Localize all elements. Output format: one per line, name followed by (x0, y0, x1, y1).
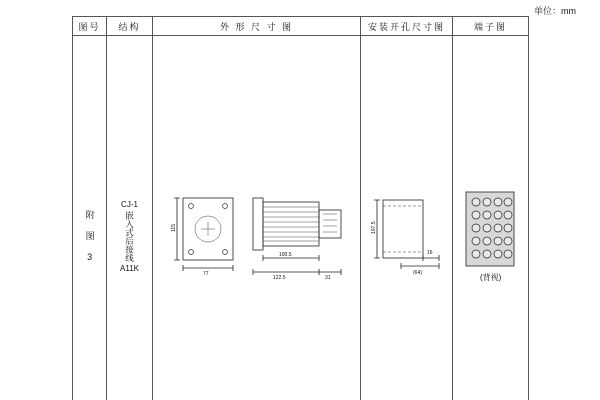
table-header-row (73, 17, 529, 36)
fig-no-label: 附 图 3 (84, 209, 95, 263)
dim-16: 16 (427, 250, 433, 256)
mounting-drawing-1 (361, 180, 451, 292)
unit-note: 单位：mm (534, 6, 576, 16)
outline-drawing-1 (153, 180, 359, 292)
dim-31: 31 (325, 275, 331, 281)
structure-model: CJ-1 (121, 199, 138, 209)
cell-structure (107, 36, 153, 400)
table-row (73, 36, 529, 400)
spec-table (72, 16, 529, 400)
dim-107-5: 107.5 (371, 221, 377, 234)
header-outline: 外 形 尺 寸 图 (153, 17, 361, 36)
structure-code: A11K (120, 263, 139, 273)
structure-desc: 嵌入式后接线 (124, 210, 135, 262)
dim-77: 77 (203, 271, 209, 277)
cell-outline-drawing (153, 36, 361, 400)
header-fig-no: 图号 (73, 17, 107, 36)
header-mounting: 安装开孔尺寸图 (361, 17, 453, 36)
header-structure: 结构 (107, 17, 153, 36)
cell-fig-no (73, 36, 107, 400)
terminal-caption: (背视) (480, 273, 502, 282)
terminal-diagram-1 (453, 180, 527, 292)
dim-115: 115 (171, 224, 177, 232)
header-terminal: 端子图 (453, 17, 529, 36)
dim-100-5: 100.5 (279, 252, 292, 258)
dim-122-5: 122.5 (273, 275, 286, 281)
cell-terminal-diagram (453, 36, 529, 400)
dim-64: (64) (413, 270, 422, 276)
cell-mounting-drawing (361, 36, 453, 400)
